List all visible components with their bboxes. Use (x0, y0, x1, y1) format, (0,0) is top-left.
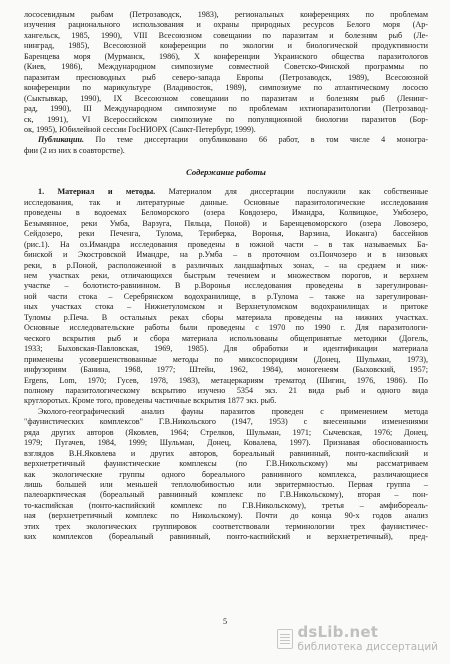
text-line: Сейдозеро, реки Печенга, Тулома, Териберка, Воронья, Варзина, Иоканга) бассейнов (24, 229, 428, 239)
publications-text: По теме диссертации опубликовано 66 работ, в том числе 4 моногра- (84, 135, 428, 145)
text-line: "фаунистических комплексов" Г.В.Никольского (1947, 1953) с внесенными изменениями (24, 417, 428, 427)
text-line: лишь большей или меньшей теплолюбивостью или эвритермностью. Первая группа – (24, 480, 428, 490)
text-line: верхнетретичный фаунистические комплексы (по Г.В.Никольскому) мы рассматриваем (24, 459, 428, 469)
watermark-text (297, 622, 438, 653)
text-line: проведены в водоемах Беломорского (озера Ковдозеро, Имандра, Колвицкое, Умбозеро, (24, 208, 428, 218)
text-line: хангельск, 1985, 1990), VIII Всесоюзном совещании по паразитам и болезням рыб (Ле- (24, 30, 428, 40)
text-line: бинской и Экостровской Имандре, на р.Умба – в проточном оз.Пончозеро и в низовьях (24, 250, 428, 260)
text-line: нем участках реки, отличающихся быстрым течением и множеством порогов, и верхнем (24, 270, 428, 280)
text-line: Ergens, Lom, 1970; Гусев, 1978, 1983), метацеркариям трематод (Шигин, 1976, 1986). По (24, 375, 428, 385)
text-line: исследования, так и литературные данные. Основные паразитологические исследования (24, 197, 428, 207)
paragraph-materials (24, 187, 428, 407)
text-line: применены усовершенствованные методы по миксоспоридиям (Донец, Шульман, 1973), (24, 354, 428, 364)
text-line: участке – болотисто-равнинном. В р.Воронья исследования проведены в зарегулирован- (24, 281, 428, 291)
watermark (277, 622, 438, 653)
text-line: этих трех экологических группировок соответствовали терминологии трех фаунистичес- (24, 521, 428, 531)
text-line (24, 187, 428, 197)
methods-label: 1. Материал и методы. (38, 187, 156, 197)
section-heading: Содержание работы (186, 167, 266, 178)
text-line: то-каспийская (понто-каспийский комплекс по Г.В.Никольскому), третья – амфибореаль- (24, 500, 428, 510)
text-line: ная (верхнетретичный комплекс по Никольскому). Почти до конца 90-х годов анализ (24, 511, 428, 521)
document-page (24, 10, 428, 543)
text-line: палеоарктическая (бореальный равнинный комплекс по Г.В.Никольскому), вторая – пон- (24, 490, 428, 500)
text-line: ной части стока – Серебрянском водохранилище, в р.Тулома – также на зарегулирован- (24, 291, 428, 301)
text-line: ких комплексов (бореальный равнинный, понто-каспийский и верхнетретичный), пред- (24, 532, 428, 542)
watermark-subtitle: библиотека диссертаций (297, 640, 438, 653)
text-line: круглоротых. Кроме того, проведены частичные вскрытия 1877 экз. рыб. (24, 396, 277, 406)
methods-text: Материалом для диссертации послужили как собственные (155, 187, 428, 197)
text-line: фии (2 из них в соавторстве). (24, 145, 125, 155)
text-line (38, 135, 428, 145)
text-line: нинград, 1985), Всесоюзной конференции по экологии и биологической продуктивности (24, 41, 428, 51)
text-line: (Сыктывкар, 1990), IX Всесоюзном совещании по паразитам и болезням рыб (Ленинг- (24, 93, 428, 103)
text-line: лососевидным рыбам (Петрозаводск, 1983), региональных конференциях по проблемам (24, 10, 428, 19)
publications-label: Публикации. (38, 135, 85, 145)
paragraph-ecogeo-analysis (24, 407, 428, 543)
text-line: ческого вскрытия рыб и сбора материала использованы общепринятые методики (Догель, (24, 333, 428, 343)
text-line: паразитам пресноводных рыб северо-запада Европы (Петрозаводск, 1989), Всесоюзной (24, 72, 428, 82)
text-line: Основные исследовательские работы были проведены с 1970 по 1990 г. Для паразитологи- (24, 323, 428, 333)
text-line: ск, 1991), VI Всероссийском симпозиуме по популяционной биологии паразитов (Бор- (24, 114, 428, 124)
text-line: инфузориям (Банина, 1968, 1977; Штейн, 1962, 1984), моногенеям (Быховский, 1957; (24, 365, 428, 375)
text-line: ок, 1995), Юбилейной сессии ГосНИОРХ (Санкт-Петербург, 1999). (24, 124, 256, 134)
text-line: (Киев, 1986), Международном симпозиуме совместной Советско-Финской программы по (24, 62, 428, 72)
text-line: Баренцева моря (Мурманск, 1986), X конференции Украинского общества паразитологов (24, 51, 428, 61)
text-line: как экологические группы одного бореального равнинного комплекса, различающиеся (24, 469, 428, 479)
paragraph-conferences (24, 10, 428, 135)
text-line: Безымянное, реки Умба, Варзуга, Пяльца, Поной) и Баренцевоморского (озера Ловозеро, (24, 218, 428, 228)
page-number: 5 (222, 617, 228, 626)
text-line: реки, в р.Поной, расположенной в различных ландшафтных зонах, – на среднем и ниж- (24, 260, 428, 270)
text-line: взглядов В.Н.Яковлева и других авторов, бореальный равнинный, понто-каспийский и (24, 448, 428, 458)
paragraph-publications-cont (24, 146, 428, 156)
text-line: ряда других авторов (Яковлев, 1964; Стрелков, Шульман, 1971; Сычевская, 1976; Донец, (24, 427, 428, 437)
text-line: ных участках стока – Нижнетуломском и Верхнетуломском водохранилищах и притоке (24, 302, 428, 312)
text-line: 1979; Пугачев, 1984, 1999; Шульман, Донец, Ковалева, 1997). Признавая обоснованность (24, 438, 428, 448)
text-line: конференции по марикультуре (Владивосток, 1989), симпозиуме по атлантическому лососю (24, 83, 428, 93)
text-line: изучения рационального использования и охраны природных ресурсов Белого моря (Ар- (24, 20, 428, 30)
text-line: Эколого-географический анализ фауны паразитов проведен с применением метода (38, 406, 428, 416)
paragraph-publications (24, 135, 428, 145)
text-line: (рис.1). На оз.Имандра исследования проведены в южной части – в так называемых Ба- (24, 239, 428, 249)
text-line: 1933; Быховская-Павловская, 1969, 1985). Для обработки и идентификации материала (24, 344, 428, 354)
text-line: рад, 1990), III Международном симпозиуме по проблемам ихтиопаразитологии (Петрозавод- (24, 104, 428, 114)
book-icon (277, 629, 293, 649)
text-line: Туломы р.Печа. В остальных реках сборы материала проведены на нижних участках. (24, 312, 428, 322)
text-line: полному паразитологическому вскрытию изучено 5354 экз. 21 вида рыб и одного вида (24, 385, 428, 395)
watermark-brand: dsLib.net (297, 622, 379, 641)
